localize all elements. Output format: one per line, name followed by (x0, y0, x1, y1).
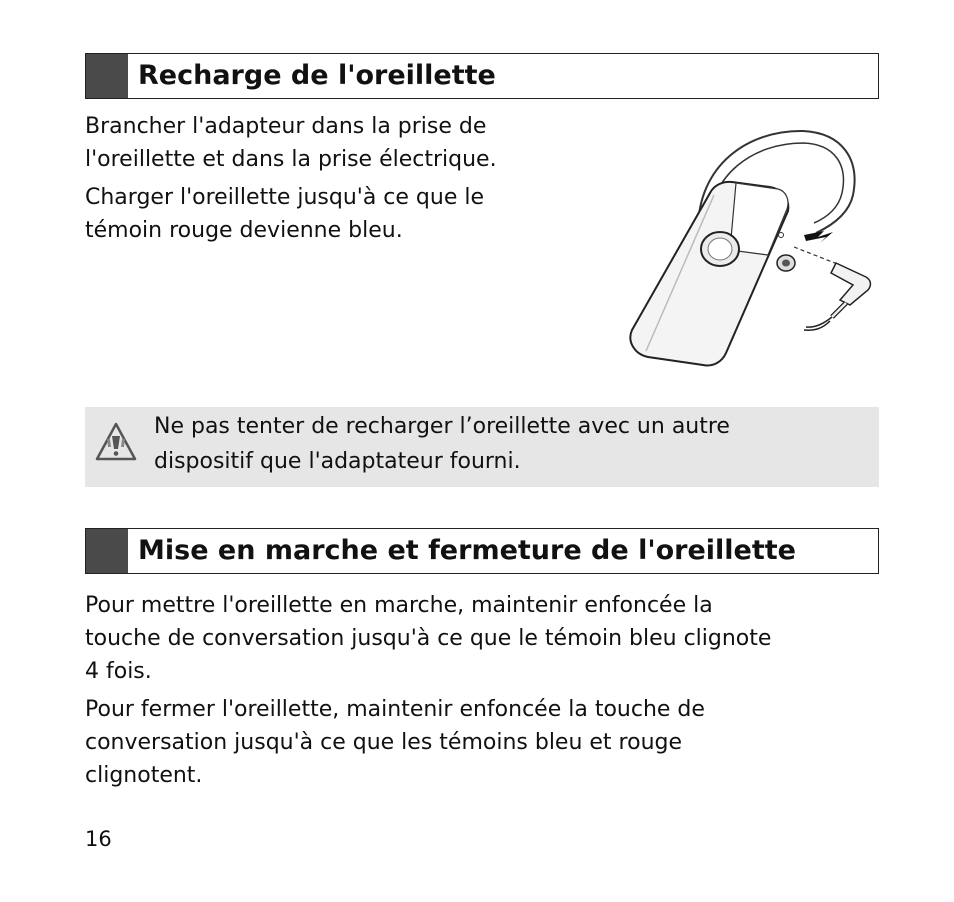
headset-charging-illustration (628, 125, 873, 370)
text-line: conversation jusqu'à ce que les témoins bleu et rouge (85, 730, 683, 755)
section-header-recharge (85, 53, 879, 99)
power-off-instructions (85, 693, 705, 792)
charging-instructions (85, 110, 497, 176)
section-title: Recharge de l'oreillette (138, 60, 496, 91)
text-line: l'oreillette et dans la prise électrique. (85, 147, 497, 172)
text-line: Pour mettre l'oreillette en marche, maintenir enfoncée la (85, 593, 713, 618)
text-line: dispositif que l'adaptateur fourni. (154, 449, 521, 474)
power-on-instructions (85, 589, 771, 688)
section-title: Mise en marche et fermeture de l'oreillette (138, 535, 796, 566)
warning-icon (94, 421, 138, 463)
text-line: Brancher l'adapteur dans la prise de (85, 114, 487, 139)
text-line: clignotent. (85, 763, 203, 788)
text-line: témoin rouge devienne bleu. (85, 218, 403, 243)
section-header-power (85, 528, 879, 574)
text-line: touche de conversation jusqu'à ce que le témoin bleu clignote (85, 626, 772, 651)
page-number: 16 (85, 827, 112, 851)
warning-note (85, 407, 879, 487)
warning-text (154, 409, 730, 479)
text-line: Ne pas tenter de recharger l’oreillette avec un autre (154, 414, 730, 439)
text-line: 4 fois. (85, 659, 152, 684)
charging-indicator-text (85, 181, 484, 247)
section-marker (86, 529, 128, 573)
text-line: Pour fermer l'oreillette, maintenir enfoncée la touche de (85, 697, 705, 722)
section-marker (86, 54, 128, 98)
text-line: Charger l'oreillette jusqu'à ce que le (85, 185, 485, 210)
